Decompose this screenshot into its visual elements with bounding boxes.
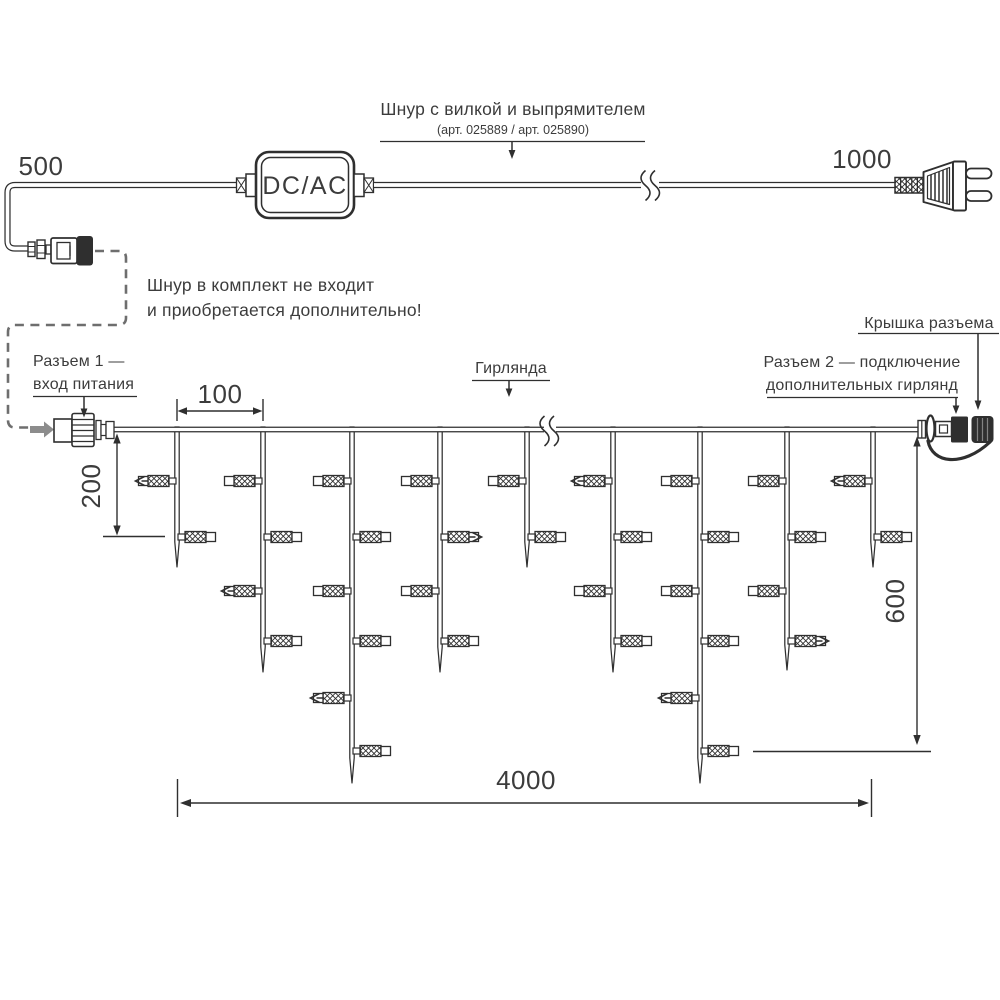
svg-text:200: 200 — [76, 463, 106, 509]
garland-label: Гирлянда — [475, 360, 547, 377]
gray-arrow — [30, 422, 54, 438]
lamp-body — [271, 636, 292, 647]
lamp — [662, 586, 700, 597]
svg-text:4000: 4000 — [496, 765, 556, 795]
lamp-cap — [816, 533, 826, 542]
garland-connector-1 — [54, 414, 114, 447]
lamp-body — [360, 636, 381, 647]
plug-face — [953, 162, 966, 211]
lamp — [701, 746, 739, 757]
lamp-body — [148, 476, 169, 487]
garland-main-wire — [113, 416, 918, 446]
lamp-body — [671, 586, 692, 597]
lamp-cap — [662, 477, 672, 486]
lamp-body — [323, 586, 344, 597]
lamp-cap — [381, 747, 391, 756]
lamp — [264, 532, 302, 543]
lamp-cap — [642, 637, 652, 646]
lamp-cap — [575, 587, 585, 596]
svg-text:600: 600 — [880, 578, 910, 624]
lamp-cap — [642, 533, 652, 542]
plug-strain-relief — [895, 178, 923, 194]
lamp — [222, 586, 263, 597]
lamp — [441, 532, 482, 543]
svg-text:100: 100 — [197, 379, 243, 409]
lamp-body — [360, 746, 381, 757]
lamp-cap — [729, 533, 739, 542]
lamp — [311, 693, 352, 704]
lamp — [832, 476, 873, 487]
lamp-body — [323, 476, 344, 487]
lamp — [788, 532, 826, 543]
lamp-body — [360, 532, 381, 543]
lamp-cap — [662, 587, 672, 596]
lamp-cap — [402, 477, 412, 486]
cord-article-numbers: (арт. 025889 / арт. 025890) — [437, 123, 589, 137]
lamp — [225, 476, 263, 487]
connector2-callout — [764, 354, 961, 414]
lamp-body — [584, 586, 605, 597]
connector1-label-line1: Разъем 1 — — [33, 353, 125, 370]
lamp-body — [185, 532, 206, 543]
lamp-body — [758, 586, 779, 597]
lamp-cap — [292, 533, 302, 542]
plug-prong — [966, 169, 992, 179]
lamp-body — [535, 532, 556, 543]
lamp — [575, 586, 613, 597]
garland-callout — [472, 360, 550, 397]
dimension-100 — [177, 379, 263, 421]
lamp — [353, 746, 391, 757]
connector1-label-line2: вход питания — [33, 376, 135, 393]
lamp — [314, 476, 352, 487]
lamp-cap — [469, 637, 479, 646]
dim-500: 500 — [18, 151, 64, 181]
adapter-label: DC/AC — [262, 172, 348, 200]
connector2-label-line1: Разъем 2 — подключение — [763, 354, 961, 371]
cord-title: Шнур с вилкой и выпрямителем — [380, 99, 646, 119]
lamp-body — [271, 532, 292, 543]
cap-tether-cord — [928, 441, 990, 460]
lamp-cap — [902, 533, 912, 542]
lamp-cap — [402, 587, 412, 596]
lamp — [402, 476, 440, 487]
lamp-body — [881, 532, 902, 543]
lamp — [788, 636, 829, 647]
drop-wire — [525, 427, 529, 567]
lamp-cap — [729, 747, 739, 756]
lamp-cap — [489, 477, 499, 486]
plug-prong — [966, 191, 992, 201]
lamp-body — [708, 636, 729, 647]
lamp — [178, 532, 216, 543]
lamp-body — [795, 532, 816, 543]
drop-wire — [261, 427, 265, 672]
connector-black-cap — [77, 236, 94, 266]
mains-plug — [895, 162, 992, 211]
lamp-body — [234, 476, 255, 487]
lamp — [441, 636, 479, 647]
connector2-label-line2: дополнительных гирлянд — [765, 377, 959, 394]
lamp — [528, 532, 566, 543]
connector1-callout — [33, 353, 137, 418]
lamp — [489, 476, 527, 487]
lamp-body — [708, 746, 729, 757]
drop-wire — [785, 427, 789, 670]
lamp-body — [671, 693, 692, 704]
lamp-body — [621, 532, 642, 543]
lamp-cap — [314, 587, 324, 596]
connector-ring — [927, 416, 935, 442]
lamp-body — [671, 476, 692, 487]
cord-right — [374, 171, 896, 201]
lamp-body — [498, 476, 519, 487]
lamp — [701, 636, 739, 647]
lamp — [314, 586, 352, 597]
garland-connector-2 — [918, 416, 994, 460]
lamp-body — [795, 636, 816, 647]
lamp — [402, 586, 440, 597]
lamp-cap — [749, 587, 759, 596]
lamp — [874, 532, 912, 543]
lamp-cap — [206, 533, 216, 542]
note-text — [147, 275, 422, 320]
lamp-cap — [729, 637, 739, 646]
drop-wire — [438, 427, 442, 672]
callout-arrow — [509, 150, 516, 159]
cord-left — [8, 185, 237, 249]
dimension-4000 — [178, 765, 872, 817]
cord-break-mark — [641, 171, 650, 201]
lamp-body — [323, 693, 344, 704]
lamp-body — [411, 586, 432, 597]
note-line1: Шнур в комплект не входит — [147, 275, 375, 295]
lamp — [264, 636, 302, 647]
dashed-connection-path — [8, 251, 126, 438]
lamp — [572, 476, 613, 487]
cord-break-mark — [651, 171, 660, 201]
lamp-body — [758, 476, 779, 487]
note-line2: и приобретается дополнительно! — [147, 300, 422, 320]
lamp-cap — [314, 477, 324, 486]
cap-label: Крышка разъема — [864, 315, 994, 332]
lamp-cap — [556, 533, 566, 542]
power-cord-assembly — [8, 144, 992, 266]
lamp-cap — [381, 533, 391, 542]
lamp-body — [234, 586, 255, 597]
lamp-body — [584, 476, 605, 487]
lamp — [614, 532, 652, 543]
lamp-cap — [292, 637, 302, 646]
lamp — [659, 693, 700, 704]
lamp-body — [844, 476, 865, 487]
drop-wire — [611, 427, 615, 672]
lamp — [614, 636, 652, 647]
cord-connector — [28, 236, 93, 266]
lamp — [701, 532, 739, 543]
lamp-body — [411, 476, 432, 487]
garland-lamps — [136, 476, 912, 757]
lamp-cap — [225, 477, 235, 486]
lamp — [749, 586, 787, 597]
dc-ac-adapter — [237, 152, 374, 218]
dim-1000: 1000 — [832, 144, 892, 174]
cord-title-callout — [380, 99, 646, 159]
lamp — [749, 476, 787, 487]
lamp — [353, 532, 391, 543]
lamp-body — [448, 532, 469, 543]
lamp-cap — [381, 637, 391, 646]
drop-wire — [871, 427, 875, 567]
lamp-body — [621, 636, 642, 647]
lamp — [662, 476, 700, 487]
lamp-body — [448, 636, 469, 647]
lamp-cap — [749, 477, 759, 486]
lamp — [353, 636, 391, 647]
lamp — [136, 476, 177, 487]
drop-wire — [175, 427, 179, 567]
lamp-body — [708, 532, 729, 543]
